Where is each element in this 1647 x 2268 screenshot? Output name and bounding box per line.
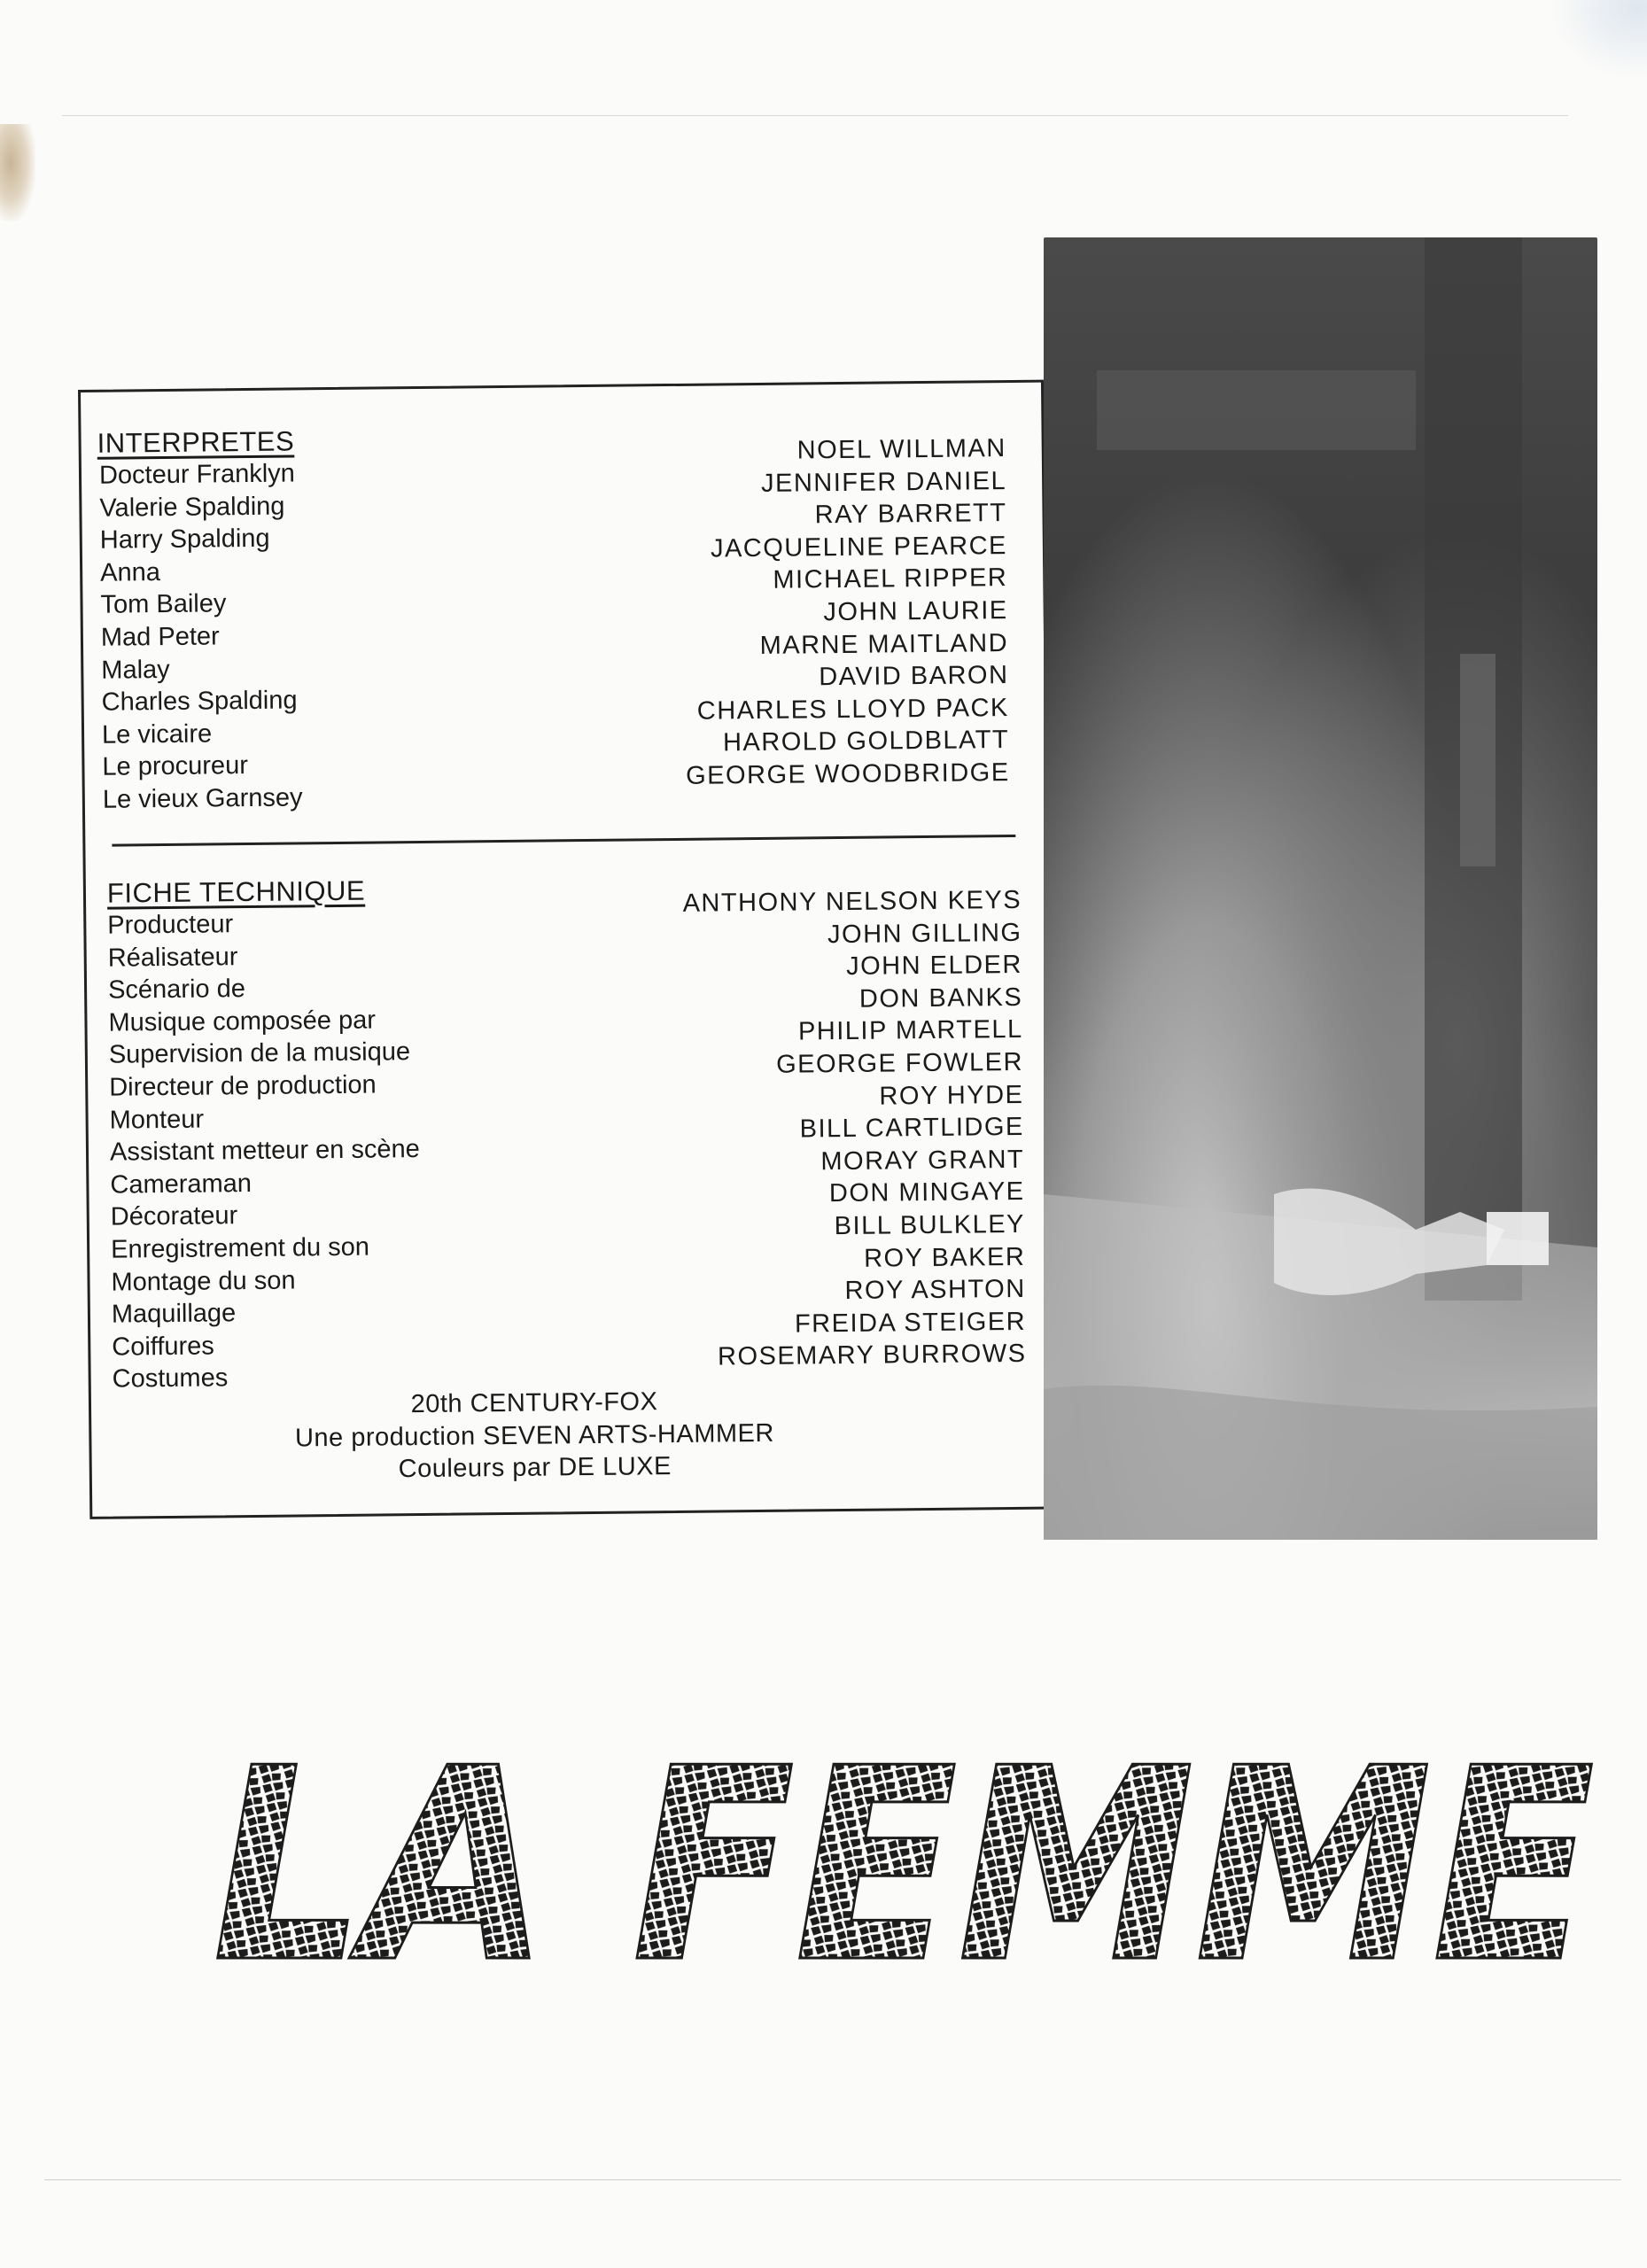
- interpretes-title: INTERPRETES: [97, 425, 295, 459]
- section-divider: [112, 835, 1015, 847]
- crew-name: ANTHONY NELSON KEYS: [682, 885, 1022, 918]
- crew-role: Producteur: [107, 910, 234, 940]
- crew-names-list: [682, 884, 1026, 1374]
- credits-box: [78, 380, 1055, 1519]
- crew-role: Supervision de la musique: [108, 1037, 411, 1070]
- crew-name: DON MINGAYE: [828, 1177, 1025, 1208]
- crew-name: PHILIP MARTELL: [797, 1015, 1023, 1046]
- cast-actor: JACQUELINE PEARCE: [710, 531, 1008, 563]
- production-line: Une production SEVEN ARTS-HAMMER: [294, 1418, 774, 1453]
- crew-role: Cameraman: [110, 1169, 252, 1200]
- crew-name: FREIDA STEIGER: [794, 1307, 1027, 1339]
- cast-actor: MARNE MAITLAND: [759, 628, 1009, 660]
- cast-role: Mad Peter: [100, 622, 220, 652]
- cast-actor: NOEL WILLMAN: [796, 434, 1006, 465]
- cast-role: Le procureur: [102, 751, 249, 782]
- cast-role: Charles Spalding: [101, 686, 298, 717]
- crew-role: Enregistrement du son: [110, 1232, 370, 1264]
- crew-name: BILL CARTLIDGE: [799, 1113, 1024, 1144]
- crew-role: Maquillage: [111, 1299, 237, 1329]
- cast-role: Anna: [99, 557, 161, 587]
- bottom-edge-line: [44, 2179, 1621, 2180]
- cast-actors-list: [682, 432, 1010, 792]
- crew-role: Monteur: [109, 1105, 205, 1135]
- crew-role: Décorateur: [110, 1201, 238, 1232]
- cast-role: Le vieux Garnsey: [102, 783, 303, 814]
- crew-role: Assistant metteur en scène: [109, 1135, 420, 1167]
- crew-name: ROY ASHTON: [844, 1274, 1026, 1306]
- cast-actor: HAROLD GOLDBLATT: [722, 726, 1010, 757]
- crew-name: JOHN ELDER: [845, 951, 1023, 982]
- crew-role: Costumes: [112, 1363, 229, 1394]
- cast-actor: JENNIFER DANIEL: [760, 466, 1007, 498]
- top-edge-line: [62, 115, 1568, 116]
- color-line: Couleurs par DE LUXE: [398, 1452, 672, 1484]
- fiche-technique-title: FICHE TECHNIQUE: [106, 874, 366, 909]
- cast-role: Le vicaire: [101, 719, 213, 750]
- crew-name: ROY HYDE: [879, 1080, 1024, 1111]
- paper-stain: [0, 124, 35, 221]
- crew-role: Montage du son: [111, 1266, 296, 1297]
- crew-role: Directeur de production: [109, 1070, 377, 1102]
- still-photo: [1044, 237, 1597, 1540]
- crew-name: ROY BAKER: [863, 1242, 1026, 1273]
- production-credits: [91, 1382, 978, 1488]
- paper-corner: [1550, 0, 1647, 80]
- crew-role: Réalisateur: [107, 942, 238, 973]
- cast-actor: CHARLES LLOYD PACK: [696, 693, 1009, 726]
- cast-actor: MICHAEL RIPPER: [773, 563, 1008, 595]
- photo-shapes: [1044, 237, 1597, 1540]
- studio-line: 20th CENTURY-FOX: [410, 1387, 658, 1419]
- cast-role: Valerie Spalding: [99, 492, 285, 523]
- cast-actor: DAVID BARON: [819, 661, 1009, 692]
- crew-role: Coiffures: [112, 1332, 215, 1362]
- crew-role: Scénario de: [107, 975, 246, 1005]
- crew-roles-list: [107, 906, 423, 1396]
- crew-name: MORAY GRANT: [820, 1145, 1025, 1177]
- cast-actor: JOHN LAURIE: [823, 595, 1008, 627]
- cast-actor: GEORGE WOODBRIDGE: [685, 757, 1010, 790]
- cast-role: Tom Bailey: [100, 589, 227, 620]
- cast-role: Harry Spalding: [99, 524, 270, 555]
- cast-role: Docteur Franklyn: [98, 459, 295, 490]
- crew-name: BILL BULKLEY: [834, 1209, 1026, 1241]
- cast-roles-list: [99, 457, 303, 816]
- crew-name: ROSEMARY BURROWS: [717, 1340, 1027, 1371]
- title-text: LA FEMME: [213, 1712, 1595, 2021]
- cast-actor: RAY BARRETT: [814, 499, 1007, 530]
- crew-name: DON BANKS: [858, 983, 1023, 1014]
- la-femme-title: [213, 1666, 1630, 2038]
- crew-name: GEORGE FOWLER: [775, 1047, 1024, 1079]
- cast-role: Malay: [101, 655, 170, 685]
- crew-role: Musique composée par: [108, 1006, 377, 1037]
- crew-name: JOHN GILLING: [827, 918, 1022, 949]
